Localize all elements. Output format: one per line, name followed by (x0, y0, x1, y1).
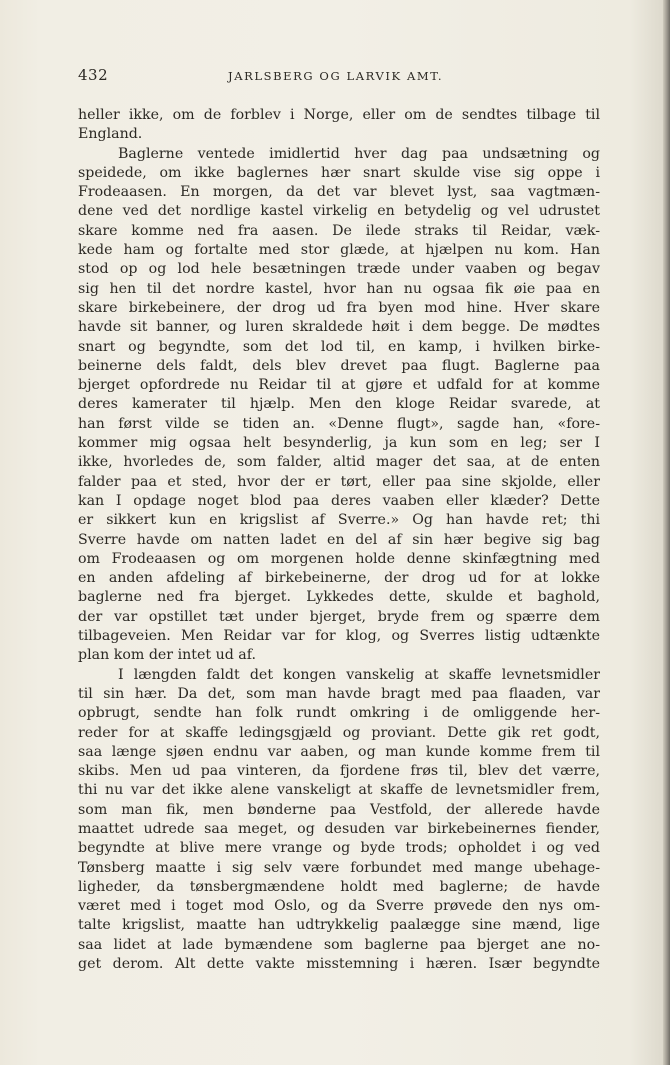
text-line: kede ham og fortalte med stor glæde, at hjælpen nu kom. Han (78, 242, 600, 259)
text-line: skibs. Men ud paa vinteren, da fjordene frøs til, blev det værre, (78, 763, 600, 780)
text-line: bjerget opfordrede nu Reidar til at gjøre et udfald for at komme (78, 377, 600, 394)
text-line: begyndte at blive mere vrange og byde trods; opholdet i og ved (78, 840, 600, 857)
text-line: Frodeaasen. En morgen, da det var blevet lyst, saa vagtmæn- (78, 184, 600, 201)
text-line: kan I opdage noget blod paa deres vaaben eller klæder? Dette (78, 492, 600, 509)
text-line: England. (78, 126, 143, 143)
text-line: en anden afdeling af birkebeinerne, der drog ud for at lokke (78, 570, 600, 587)
text-line: han først vilde se tiden an. «Denne flugt», sagde han, «fore- (78, 415, 600, 432)
text-line: sig hen til det nordre kastel, hvor han nu ogsaa fik øie paa en (78, 280, 600, 297)
text-line: get derom. Alt dette vakte misstemning i hæren. Især begyndte (78, 956, 600, 973)
text-line: dene ved det nordlige kastel virkelig en betydelig og vel udrustet (78, 203, 600, 220)
text-line: om Frodeaasen og om morgenen holde denne skinfægtning med (78, 550, 600, 567)
text-line: der var opstillet tæt under bjerget, bryde frem og spærre dem (78, 608, 600, 625)
text-line: ligheder, da tønsbergmændene holdt med baglerne; de havde (78, 878, 600, 895)
body-text (78, 106, 600, 974)
text-line: speidede, om ikke baglernes hær snart skulde vise sig oppe i (78, 164, 600, 181)
text-line: stod op og lod hele besætningen træde under vaaben og begav (78, 261, 600, 278)
text-line: saa længe sjøen endnu var aaben, og man kunde komme frem til (78, 743, 600, 760)
text-line: deres kamerater til hjælp. Men den kloge Reidar svarede, at (78, 396, 600, 413)
text-line: saa lidet at lade bymændene som baglerne paa bjerget ane no- (78, 936, 600, 953)
page-header (78, 66, 600, 90)
text-line: maattet udrede saa meget, og desuden var birkebeinernes fiender, (78, 820, 600, 837)
text-line: som man fik, men bønderne paa Vestfold, der allerede havde (78, 801, 600, 818)
running-title: JARLSBERG OG LARVIK AMT. (228, 69, 444, 83)
text-line: skare komme ned fra aasen. De ilede straks til Reidar, væk- (78, 222, 600, 239)
text-line: plan kom der intet ud af. (78, 647, 257, 664)
text-line: opbrugt, sendte han folk rundt omkring i de omliggende her- (78, 705, 600, 722)
text-line: talte krigslist, maatte han udtrykkelig paalægge sine mænd, lige (78, 917, 600, 934)
text-line: Tønsberg maatte i sig selv være forbundet med mange ubehage- (78, 859, 600, 876)
text-line: heller ikke, om de forblev i Norge, eller om de sendtes tilbage til (78, 107, 600, 123)
text-line: været med i toget mod Oslo, og da Sverre prøvede den nys om- (78, 898, 600, 915)
text-line: reder for at skaffe ledingsgjæld og proviant. Dette gik ret godt, (78, 724, 600, 741)
text-line: falder paa et sted, hvor der er tørt, eller paa sine skjolde, eller (78, 473, 600, 490)
text-line: beinerne dels faldt, dels blev drevet paa flugt. Baglerne paa (78, 357, 600, 374)
text-line: I længden faldt det kongen vanskelig at skaffe levnetsmidler (118, 666, 600, 683)
text-line: Baglerne ventede imidlertid hver dag paa undsætning og (118, 145, 600, 162)
text-line: baglerne ned fra bjerget. Lykkedes dette, skulde et baghold, (78, 589, 600, 606)
page-number: 432 (78, 66, 109, 84)
page-edge (663, 0, 670, 1065)
text-line: Sverre havde om natten ladet en del af sin hær begive sig bag (78, 531, 600, 548)
text-line: til sin hær. Da det, som man havde bragt med paa flaaden, var (78, 685, 600, 702)
text-line: er sikkert kun en krigslist af Sverre.» Og han havde ret; thi (78, 512, 600, 529)
text-line: kommer mig ogsaa helt besynderlig, ja kun som en leg; ser I (78, 435, 600, 452)
text-line: tilbageveien. Men Reidar var for klog, og Sverres listig udtænkte (78, 628, 600, 645)
text-line: thi nu var det ikke alene vanskeligt at skaffe de levnetsmidler frem, (78, 782, 600, 799)
text-line: snart og begyndte, som det lod til, en kamp, i hvilken birke- (78, 338, 600, 355)
text-line: skare birkebeinere, der drog ud fra byen mod hine. Hver skare (78, 299, 600, 316)
text-line: ikke, hvorledes de, som falder, altid mager det saa, at de enten (78, 454, 600, 471)
text-line: havde sit banner, og luren skraldede høit i dem begge. De mødtes (78, 319, 600, 336)
